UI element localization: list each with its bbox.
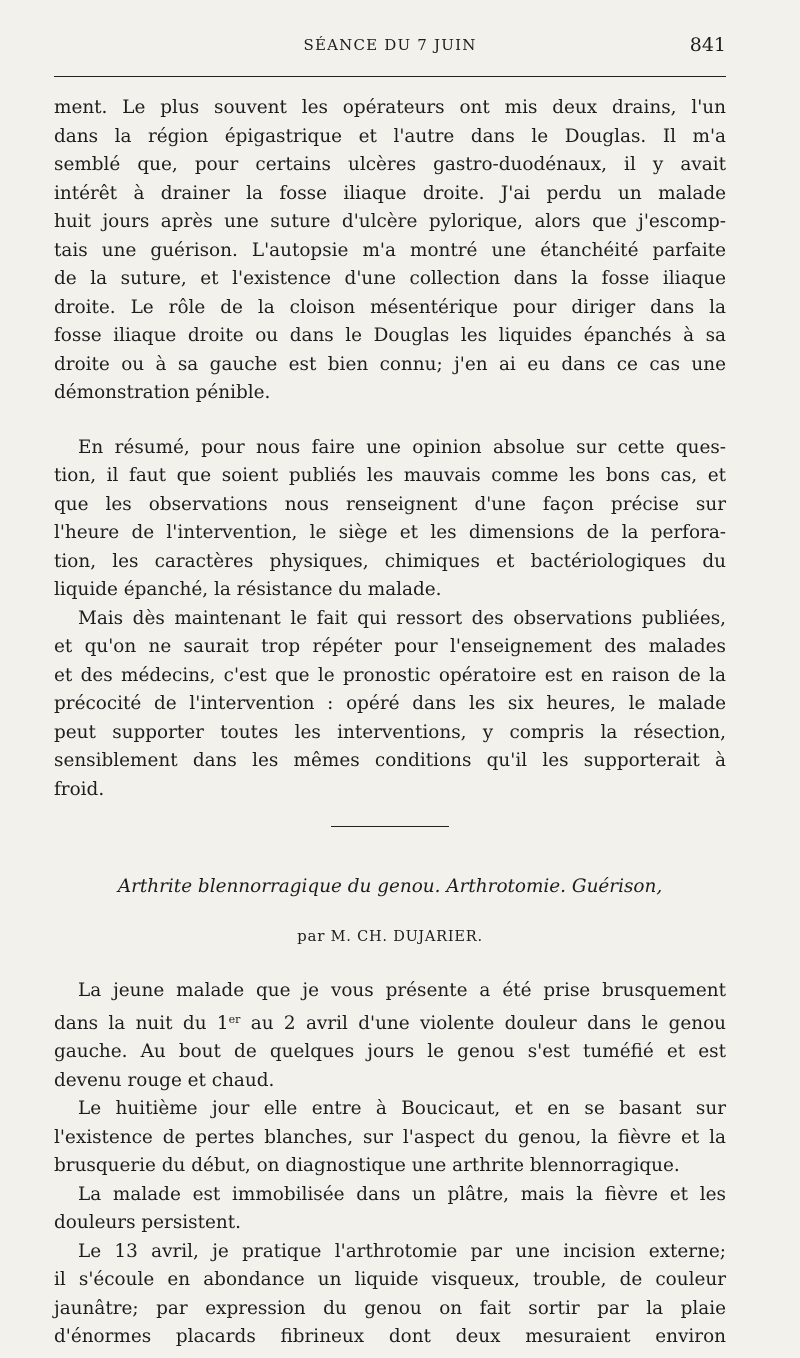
text-line: l'heure de l'intervention, le siège et les dimensions de la perfora-: [54, 522, 726, 543]
text-line: gauche. Au bout de quelques jours le genou s'est tuméfié et est: [54, 1041, 726, 1062]
article-title: Arthrite blennorragique du genou. Arthrotomie. Guérison,: [117, 876, 663, 897]
text-line: et des médecins, c'est que le pronostic opératoire est en raison de la: [54, 664, 726, 686]
text-line: semblé que, pour certains ulcères gastro-duodénaux, il y avait: [54, 154, 726, 175]
text-line: jaunâtre; par expression du genou on fait sortir par la plaie: [54, 1297, 726, 1319]
text-line: tion, les caractères physiques, chimiques et bactériologiques du: [54, 550, 726, 572]
byline: [54, 922, 726, 952]
byline-par: par: [297, 926, 326, 945]
superscript: er: [228, 1012, 241, 1026]
text-line: et qu'on ne saurait trop répéter pour l'enseignement des malades: [54, 636, 726, 657]
text-line: devenu rouge et chaud.: [54, 1069, 275, 1091]
text-line: que les observations nous renseignent d'une façon précise sur: [54, 493, 726, 515]
text-line: huit jours après une suture d'ulcère pylorique, alors que j'escomp-: [54, 211, 726, 232]
running-title: SÉANCE DU 7 JUIN: [303, 36, 477, 54]
text-fragment: dans la nuit du 1: [54, 1012, 229, 1034]
text-line: peut supporter toutes les interventions, y compris la résection,: [54, 721, 726, 743]
text-line: tais une guérison. L'autopsie m'a montré une étanchéité parfaite: [54, 239, 726, 261]
text-line: droite ou à sa gauche est bien connu; j'en ai eu dans ce cas une: [54, 353, 726, 375]
main-text: [54, 94, 726, 1352]
text-line: fosse iliaque droite ou dans le Douglas les liquides épanchés à sa: [54, 325, 726, 346]
text-line: dans la région épigastrique et l'autre dans le Douglas. Il m'a: [54, 125, 726, 147]
page-number: 841: [689, 34, 726, 56]
text-line: brusquerie du début, on diagnostique une arthrite blennorragique.: [54, 1155, 680, 1176]
text-line: ment. Le plus souvent les opérateurs ont mis deux drains, l'un: [54, 97, 726, 118]
byline-author: M. CH. DUJARIER.: [330, 928, 483, 945]
header-rule: [54, 76, 726, 77]
text-line: il s'écoule en abondance un liquide visqueux, trouble, de couleur: [54, 1269, 726, 1290]
paragraph-3: [54, 605, 726, 805]
text-line: tion, il faut que soient publiés les mauvais comme les bons cas, et: [54, 465, 726, 486]
article-text: [54, 977, 726, 1352]
text-line: douleurs persistent.: [54, 1212, 241, 1233]
text-line: La jeune malade que je vous présente a été prise brusquement: [78, 980, 726, 1001]
text-line: liquide épanché, la résistance du malade.: [54, 579, 442, 600]
text-line: En résumé, pour nous faire une opinion absolue sur cette ques-: [78, 436, 726, 458]
text-fragment: au 2 avril d'une violente douleur dans le genou: [240, 1012, 727, 1034]
text-line: [54, 1006, 726, 1039]
text-line: droite. Le rôle de la cloison mésentérique pour diriger dans la: [54, 296, 726, 318]
text-line: Le 13 avril, je pratique l'arthrotomie par une incision externe;: [78, 1240, 726, 1262]
text-line: d'énormes placards fibrineux dont deux mesuraient environ: [54, 1326, 726, 1347]
text-line: Le huitième jour elle entre à Boucicaut, et en se basant sur: [78, 1098, 726, 1119]
text-line: démonstration pénible.: [54, 382, 271, 403]
text-line: Mais dès maintenant le fait qui ressort des observations publiées,: [78, 607, 726, 629]
text-line: intérêt à drainer la fosse iliaque droite. J'ai perdu un malade: [54, 182, 726, 204]
paragraph-2: [54, 434, 726, 605]
paragraph-6: [54, 1181, 726, 1238]
text-line: l'existence de pertes blanches, sur l'aspect du genou, la fièvre et la: [54, 1126, 726, 1148]
text-line: sensiblement dans les mêmes conditions qu'il les supporterait à: [54, 750, 726, 771]
running-header: [54, 30, 726, 66]
text-line: froid.: [54, 778, 105, 800]
paragraph-7: [54, 1238, 726, 1352]
paragraph-5: [54, 1095, 726, 1181]
text-line: précocité de l'intervention : opéré dans les six heures, le malade: [54, 693, 726, 714]
text-line: La malade est immobilisée dans un plâtre, mais la fièvre et les: [78, 1183, 726, 1205]
paragraph-4: [54, 977, 726, 1095]
paragraph-1: [54, 94, 726, 408]
page: [54, 30, 726, 66]
text-line: de la suture, et l'existence d'une collection dans la fosse iliaque: [54, 268, 726, 289]
